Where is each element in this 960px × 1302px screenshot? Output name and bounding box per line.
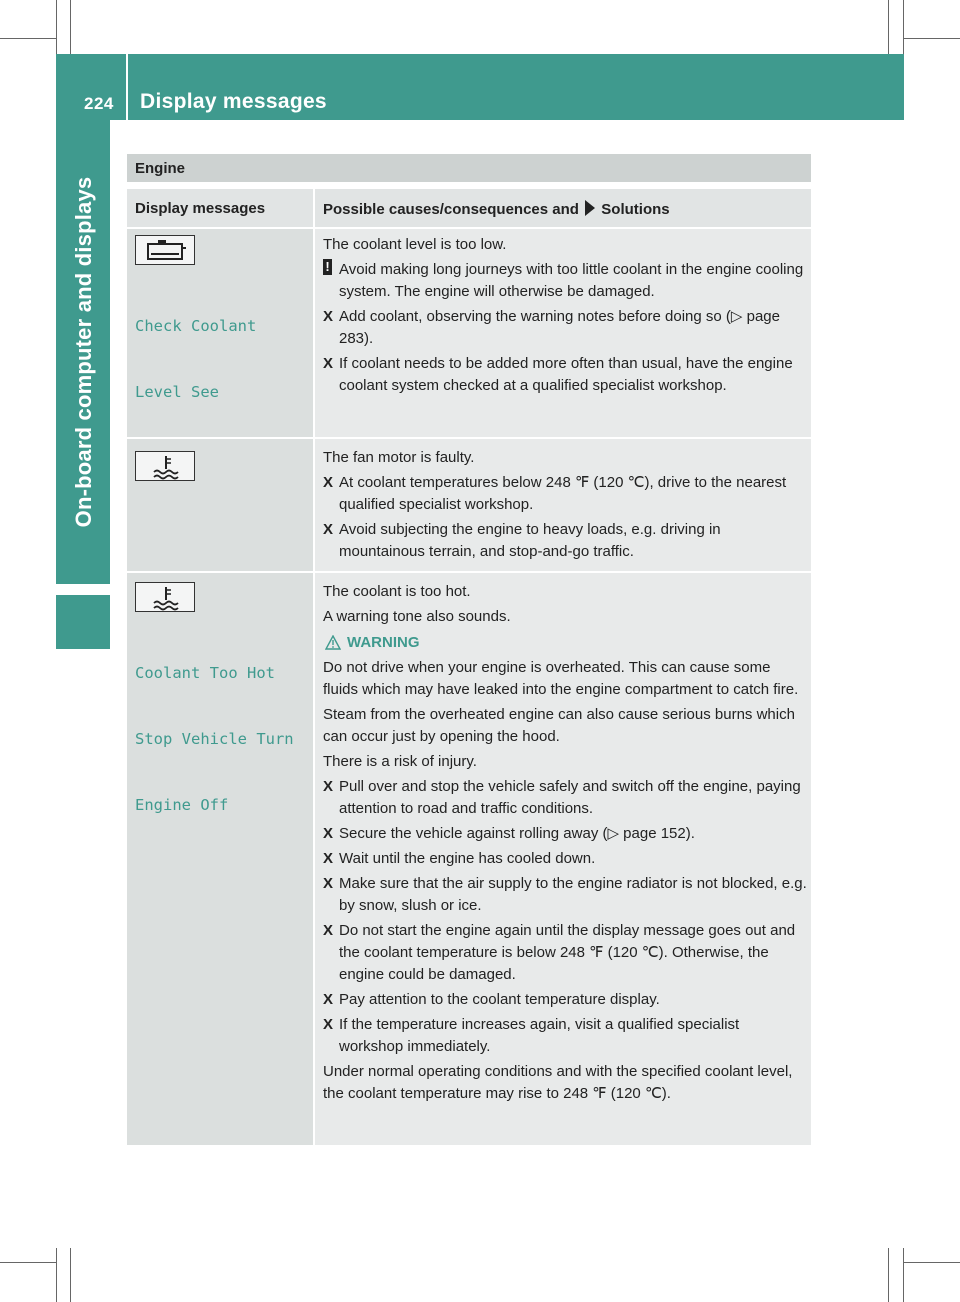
step-marker-icon: X: [323, 1016, 334, 1033]
header-divider: [126, 54, 128, 120]
crop-mark: [70, 1248, 71, 1302]
step-text: Secure the vehicle against rolling away (▷ page 152).: [339, 825, 695, 842]
step-item: [323, 472, 807, 516]
column-header-pre: Possible causes/consequences and: [323, 201, 579, 218]
column-header-label: [323, 200, 670, 218]
crop-mark: [888, 0, 889, 54]
step-item: [323, 353, 807, 397]
step-text: Make sure that the air supply to the engine radiator is not blocked, e.g. by snow, slush or ice.: [339, 875, 807, 914]
caution-note: [323, 259, 807, 303]
solutions-text: [323, 447, 807, 566]
coolant-level-icon: [135, 235, 195, 265]
section-title: Display messages: [140, 90, 327, 113]
intro-text: The fan motor is faulty.: [323, 449, 475, 466]
exclamation-icon: !: [323, 259, 332, 275]
step-marker-icon: X: [323, 922, 334, 939]
warning-triangle-icon: [325, 635, 341, 650]
step-text: Add coolant, observing the warning notes before doing so (▷ page 283).: [339, 308, 780, 347]
closing-text: Under normal operating conditions and with the specified coolant level, the coolant temperature may rise to 248 ℉ (120 ℃).: [323, 1063, 793, 1102]
crop-mark: [0, 1262, 56, 1263]
step-marker-icon: X: [323, 825, 334, 842]
step-text: Avoid subjecting the engine to heavy loads, e.g. driving in mountainous terrain, and stop-and-go traffic.: [339, 521, 721, 560]
table-row-2-solutions: [315, 439, 811, 571]
intro-text: The coolant level is too low.: [323, 236, 507, 253]
display-line: Check Coolant: [135, 317, 257, 335]
step-marker-icon: X: [323, 355, 334, 372]
display-line: Level See: [135, 383, 219, 401]
play-arrow-icon: [585, 200, 595, 216]
warning-label: WARNING: [347, 634, 420, 651]
step-item: [323, 519, 807, 563]
step-text: Pay attention to the coolant temperature display.: [339, 991, 660, 1008]
step-item: [323, 776, 807, 820]
crop-mark: [0, 38, 56, 39]
table-row-1-display: [127, 229, 313, 437]
warning-heading: [323, 632, 807, 654]
intro-text: The coolant is too hot.: [323, 583, 471, 600]
step-item: [323, 823, 807, 845]
table-row-2-display: [127, 439, 313, 571]
column-header-label: Display messages: [135, 200, 266, 217]
crop-mark: [904, 38, 960, 39]
table-title: Engine: [135, 160, 186, 177]
step-marker-icon: X: [323, 308, 334, 325]
column-header-display: [127, 189, 313, 227]
step-text: Pull over and stop the vehicle safely and switch off the engine, paying attention to road and traffic conditions.: [339, 778, 801, 817]
table-row-3-display: [127, 573, 313, 1145]
column-header-solutions: [315, 189, 811, 227]
crop-mark: [903, 0, 904, 54]
intro-text: A warning tone also sounds.: [323, 608, 511, 625]
step-text: Wait until the engine has cooled down.: [339, 850, 596, 867]
step-item: [323, 848, 807, 870]
warning-text: Steam from the overheated engine can also cause serious burns which can occur just by opening the hood.: [323, 706, 795, 745]
chapter-label: On-board computer and displays: [71, 176, 96, 528]
step-marker-icon: X: [323, 521, 334, 538]
step-marker-icon: X: [323, 875, 334, 892]
solutions-text: [323, 581, 807, 1108]
step-marker-icon: X: [323, 850, 334, 867]
page-number: 224: [84, 94, 114, 113]
table-title-bar: [127, 154, 811, 182]
coolant-temperature-icon: [135, 582, 195, 612]
step-item: [323, 1014, 807, 1058]
step-marker-icon: X: [323, 991, 334, 1008]
crop-mark: [888, 1248, 889, 1302]
crop-mark: [56, 0, 57, 54]
table-row-1-solutions: [315, 229, 811, 437]
crop-mark: [903, 1248, 904, 1302]
step-item: [323, 306, 807, 350]
coolant-temperature-icon: [135, 451, 195, 481]
step-marker-icon: X: [323, 474, 334, 491]
display-line: Coolant Too Hot: [135, 664, 275, 682]
step-item: [323, 989, 807, 1011]
step-text: At coolant temperatures below 248 ℉ (120 ℃), drive to the nearest qualified specialist workshop.: [339, 474, 787, 513]
table-row-3-solutions: [315, 573, 811, 1145]
step-text: If coolant needs to be added more often than usual, have the engine coolant system checked at a qualified specialist workshop.: [339, 355, 793, 394]
display-line: Engine Off: [135, 796, 229, 814]
solutions-text: [323, 234, 807, 400]
step-item: [323, 920, 807, 986]
column-header-post: Solutions: [601, 201, 670, 218]
step-text: If the temperature increases again, visit a qualified specialist workshop immediately.: [339, 1016, 740, 1055]
crop-mark: [56, 1248, 57, 1302]
step-item: [323, 873, 807, 917]
display-line: Stop Vehicle Turn: [135, 730, 294, 748]
display-message: [135, 618, 294, 860]
caution-text: Avoid making long journeys with too little coolant in the engine cooling system. The engine will otherwise be damaged.: [339, 261, 804, 300]
crop-mark: [904, 1262, 960, 1263]
chapter-marker: [56, 595, 110, 649]
step-marker-icon: X: [323, 778, 334, 795]
crop-mark: [70, 0, 71, 54]
step-text: Do not start the engine again until the display message goes out and the coolant temperature is below 248 ℉ (120 ℃). Otherwise, the engine could be damaged.: [339, 922, 796, 983]
warning-text: Do not drive when your engine is overheated. This can cause some fluids which may have leaked into the engine compartment to catch fire.: [323, 659, 799, 698]
warning-text: There is a risk of injury.: [323, 753, 477, 770]
